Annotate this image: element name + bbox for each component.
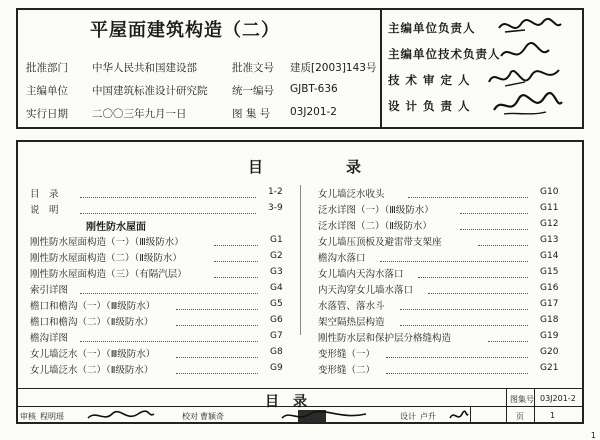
toc-item-g14[interactable]: 檐沟水落口	[318, 253, 366, 264]
signature-review	[86, 408, 156, 424]
signature-chief	[495, 14, 565, 40]
toc-leader	[428, 292, 528, 294]
toc-item-g17[interactable]: 水落管、落水斗	[318, 301, 385, 312]
toc-leader	[418, 276, 528, 278]
approval-dept-value: 中华人民共和国建设部	[92, 62, 197, 74]
footer-divider	[470, 406, 471, 424]
check-name: 曹颖奇	[200, 412, 224, 421]
toc-leader	[80, 196, 256, 198]
toc-leader	[214, 276, 258, 278]
toc-item-g11[interactable]: 泛水详图（一）（Ⅲ级防水）	[318, 205, 434, 216]
toc-leader	[460, 228, 528, 230]
toc-item-g5[interactable]: 檐口和檐沟（一）（Ⅲ级防水）	[30, 301, 156, 312]
toc-code: G19	[540, 331, 559, 341]
footer-divider	[534, 388, 535, 424]
toc-item-g15[interactable]: 女儿墙内天沟水落口	[318, 269, 404, 280]
toc-leader	[386, 372, 528, 374]
toc-leader	[214, 260, 258, 262]
toc-leader	[176, 372, 258, 374]
review-label: 审核	[20, 412, 36, 421]
contents-divider	[300, 185, 301, 335]
unified-no-value: GJBT-636	[290, 83, 338, 95]
header-divider	[380, 8, 382, 129]
check-label: 校对	[182, 412, 198, 421]
toc-leader	[488, 340, 528, 342]
signature-design-lead	[490, 90, 565, 120]
editor-unit-value: 中国建筑标准设计研究院	[92, 85, 208, 97]
review-name: 程明瑶	[40, 412, 64, 421]
atlas-label: 图集号	[510, 395, 534, 404]
effective-date-value: 二〇〇三年九月一日	[92, 108, 187, 120]
toc-item-g10[interactable]: 女儿墙泛水收头	[318, 189, 385, 200]
toc-item-g3[interactable]: 刚性防水屋面构造（三）（有隔汽层）	[30, 269, 187, 280]
footer-title: 目 录	[265, 394, 307, 410]
toc-leader	[460, 212, 528, 214]
page-value: 1	[550, 411, 556, 420]
toc-item-g8[interactable]: 女儿墙泛水（一）（Ⅲ级防水）	[30, 349, 156, 360]
toc-code: G20	[540, 347, 559, 357]
toc-item-g16[interactable]: 内天沟穿女儿墙水落口	[318, 285, 414, 296]
toc-leader	[386, 356, 528, 358]
toc-item-g18[interactable]: 架空隔热层构造	[318, 317, 385, 328]
toc-item-g1[interactable]: 刚性防水屋面构造（一）（Ⅲ级防水）	[30, 237, 184, 248]
toc-code: G10	[540, 187, 559, 197]
toc-code: G16	[540, 283, 559, 293]
toc-leader	[478, 244, 528, 246]
toc-item-g9[interactable]: 女儿墙泛水（二）（Ⅱ级防水）	[30, 365, 154, 376]
toc-item-g19[interactable]: 刚性防水层和保护层分格缝构造	[318, 333, 452, 344]
signature-reviewer	[485, 64, 565, 92]
toc-item-g20[interactable]: 变形缝（一）	[318, 349, 376, 360]
role-tech-chief-label: 主编单位技术负责人	[388, 47, 501, 61]
toc-item-g2[interactable]: 刚性防水屋面构造（二）（Ⅱ级防水）	[30, 253, 182, 264]
atlas-no-value: 03J201-2	[290, 106, 337, 118]
toc-code: G5	[270, 299, 283, 309]
toc-leader	[80, 212, 256, 214]
toc-item-notes[interactable]: 说 明	[30, 205, 59, 216]
toc-code: G13	[540, 235, 559, 245]
atlas-no-label: 图 集 号	[232, 108, 271, 120]
atlas-value: 03J201-2	[540, 394, 576, 403]
contents-heading-right: 录	[346, 158, 362, 176]
design-name: 卢升	[420, 412, 436, 421]
toc-item-contents[interactable]: 目 录	[30, 189, 59, 200]
toc-code: G18	[540, 315, 559, 325]
toc-item-g6[interactable]: 檐口和檐沟（二）（Ⅱ级防水）	[30, 317, 154, 328]
toc-leader	[176, 308, 258, 310]
page-corner-number: 1	[590, 431, 596, 440]
toc-leader	[214, 244, 258, 246]
toc-leader	[80, 292, 258, 294]
signature-design	[448, 408, 470, 424]
toc-leader	[400, 308, 528, 310]
role-reviewer-label: 技 术 审 定 人	[388, 73, 471, 87]
editor-unit-label: 主编单位	[26, 85, 68, 97]
toc-code: 1-2	[268, 187, 283, 197]
toc-code: G12	[540, 219, 559, 229]
toc-code: G15	[540, 267, 559, 277]
toc-item-g7[interactable]: 檐沟详图	[30, 333, 69, 344]
toc-leader	[380, 260, 528, 262]
toc-leader	[176, 324, 258, 326]
contents-heading-left: 目	[248, 158, 264, 176]
effective-date-label: 实行日期	[26, 108, 68, 120]
toc-code: G2	[270, 251, 283, 261]
toc-item-g13[interactable]: 女儿墙压顶板及避雷带支架座	[318, 237, 442, 248]
toc-leader	[408, 196, 528, 198]
toc-code: G8	[270, 347, 283, 357]
toc-item-g21[interactable]: 变形缝（二）	[318, 365, 376, 376]
toc-code: G3	[270, 267, 283, 277]
toc-leader	[400, 324, 528, 326]
approval-dept-label: 批准部门	[26, 62, 68, 74]
toc-code: G1	[270, 235, 283, 245]
approval-no-label: 批准文号	[232, 62, 274, 74]
toc-code: G7	[270, 331, 283, 341]
toc-code: G14	[540, 251, 559, 261]
footer-top-rule	[16, 388, 584, 389]
toc-code: G4	[270, 283, 283, 293]
design-label: 设计	[400, 412, 416, 421]
toc-code: G6	[270, 315, 283, 325]
toc-leader	[80, 340, 258, 342]
toc-item-g12[interactable]: 泛水详图（二）（Ⅱ级防水）	[318, 221, 432, 232]
footer-divider	[506, 388, 507, 424]
toc-code: G9	[270, 363, 283, 373]
page-label: 页	[516, 412, 524, 421]
toc-leader	[176, 356, 258, 358]
toc-code: G17	[540, 299, 559, 309]
role-chief-label: 主编单位负责人	[388, 21, 476, 35]
toc-code: G21	[540, 363, 559, 373]
approval-no-value: 建质[2003]143号	[290, 62, 377, 74]
signature-tech-chief	[495, 40, 555, 66]
unified-no-label: 统一编号	[232, 85, 274, 97]
toc-section-rigid-roof: 刚性防水屋面	[86, 222, 146, 233]
toc-item-g4[interactable]: 索引详图	[30, 285, 69, 296]
signature-check	[280, 408, 370, 424]
toc-code: G11	[540, 203, 559, 213]
role-design-lead-label: 设 计 负 责 人	[388, 99, 471, 113]
toc-code: 3-9	[268, 203, 283, 213]
page-title: 平屋面建筑构造（二）	[90, 20, 280, 41]
